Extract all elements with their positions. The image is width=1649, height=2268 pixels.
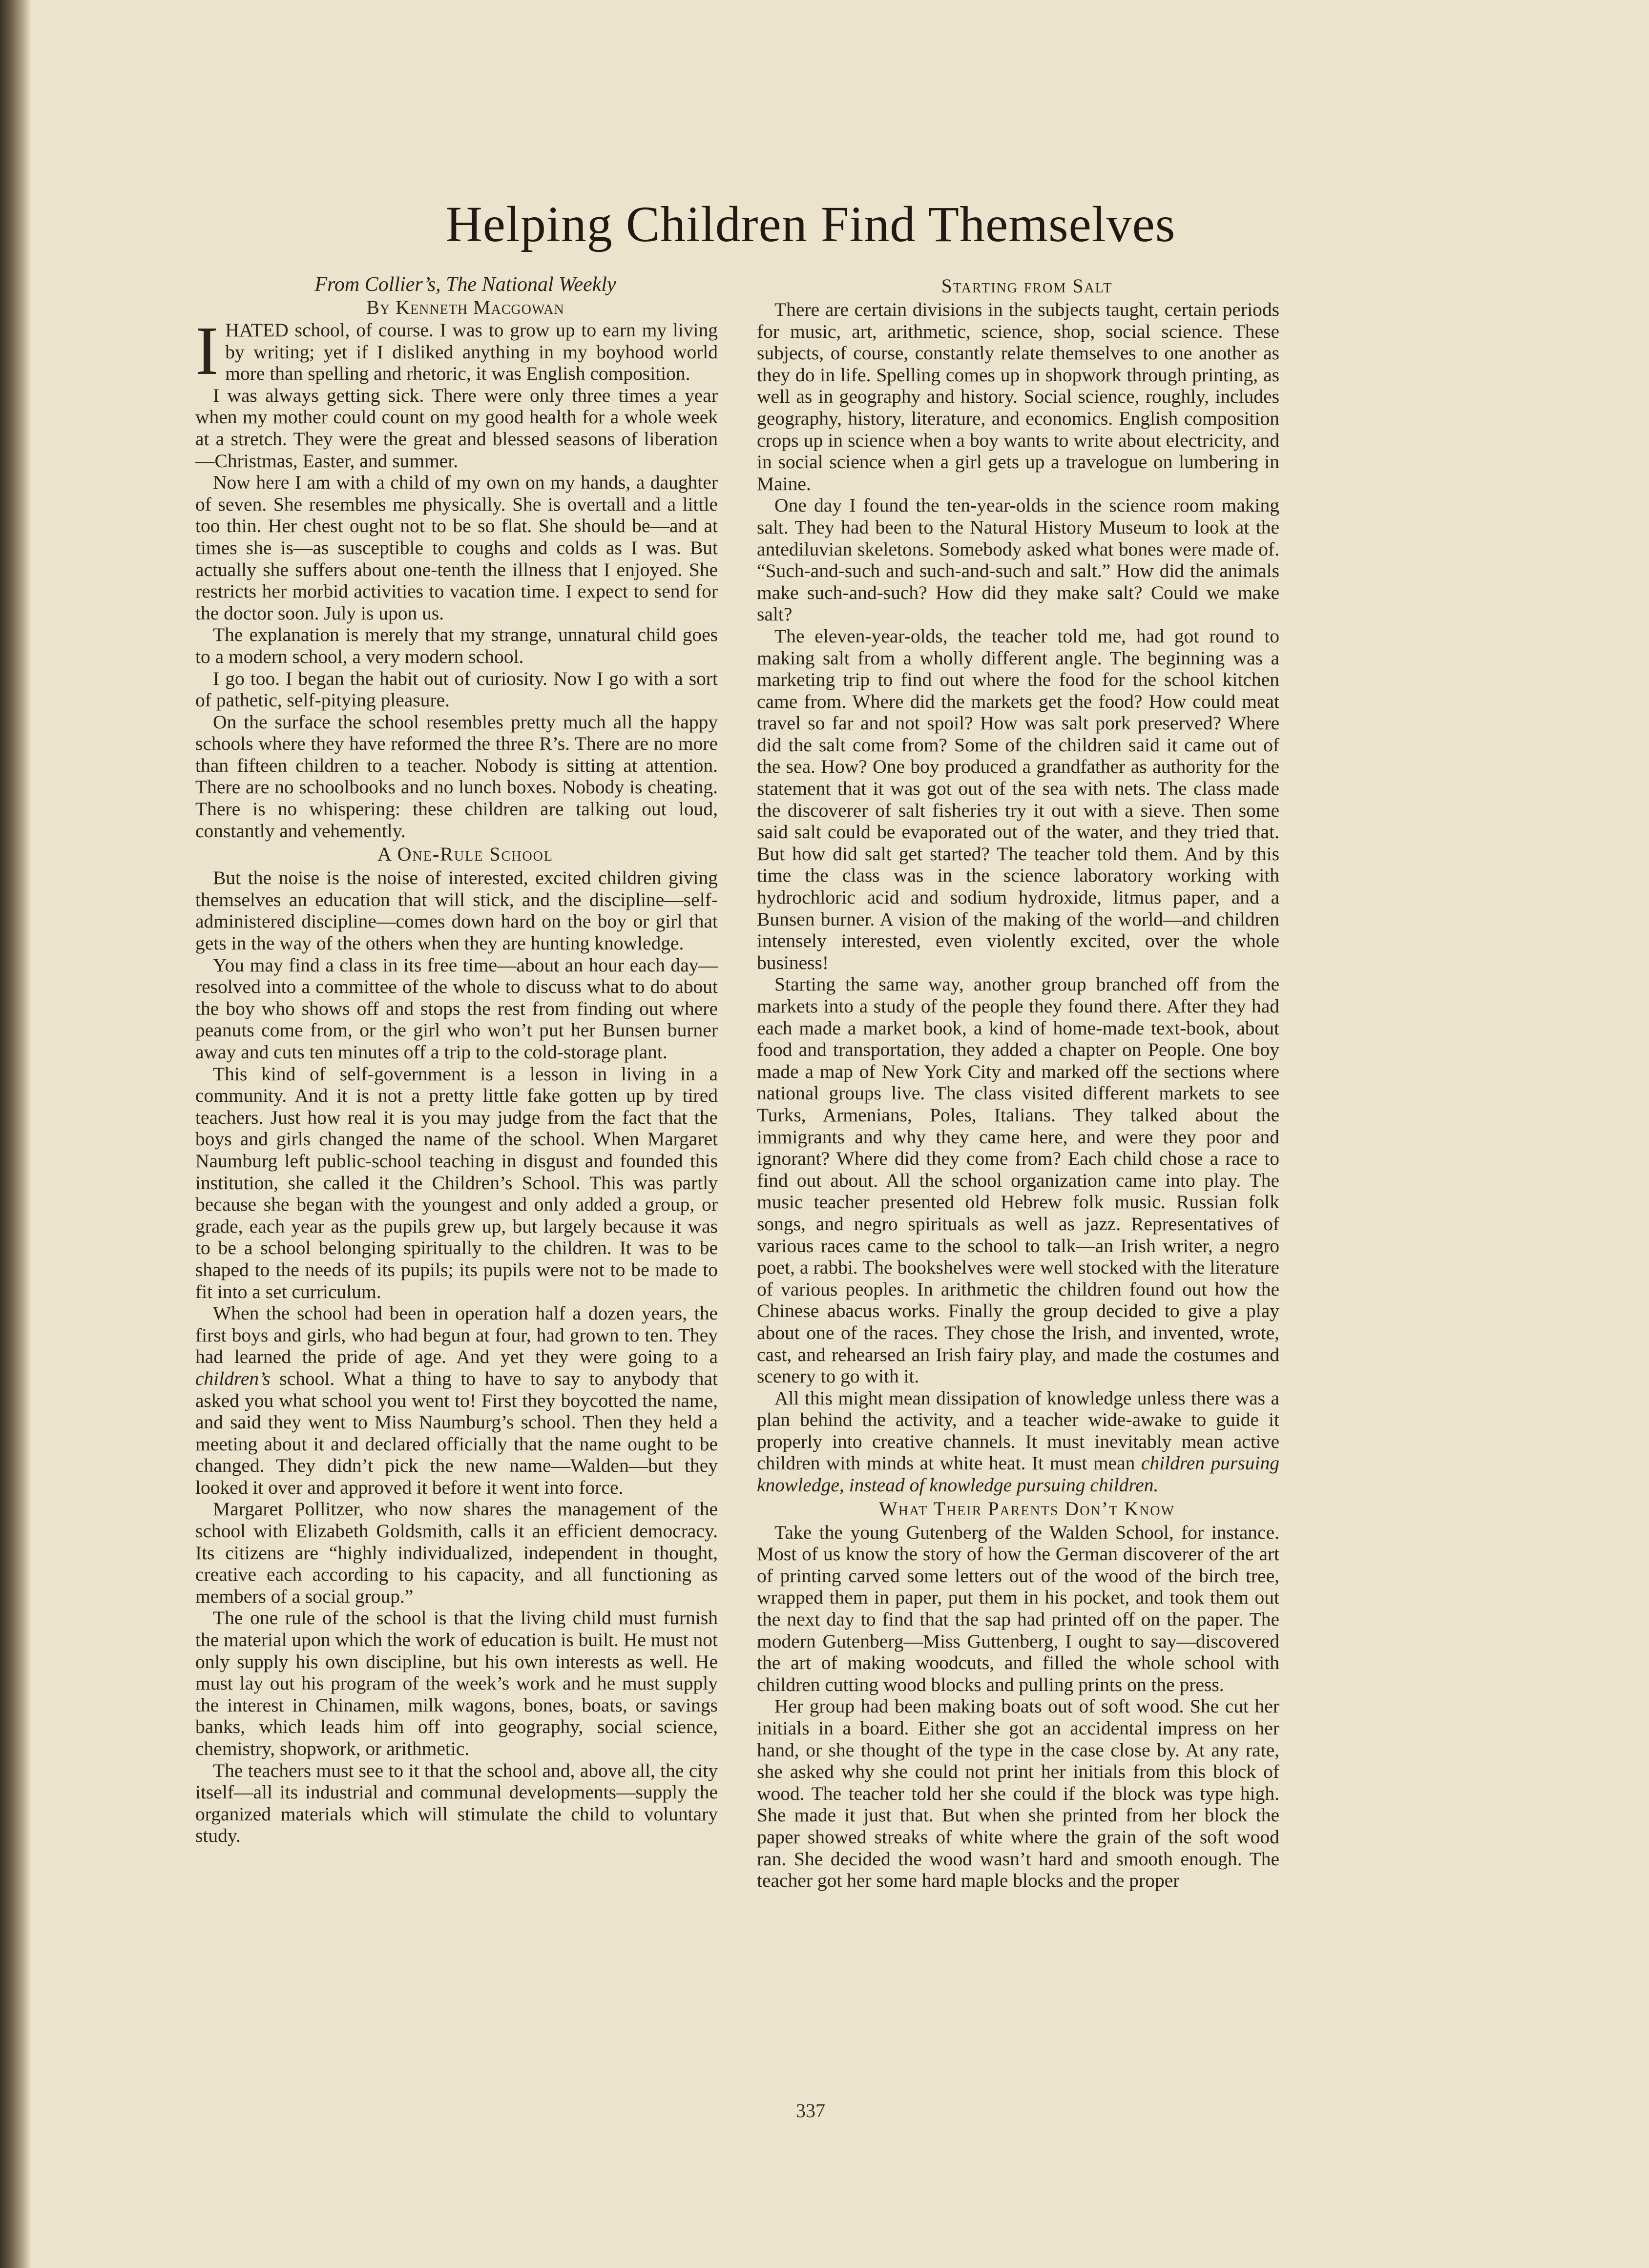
paragraph: Margaret Pollitzer, who now shares the management of the school with Elizabeth Goldsmith, calls it an efficient democracy. Its citizens are “highly individualized, independent in thought, creative each according to his capacity, and all functioning as members of a social group.”: [195, 1498, 718, 1607]
section-heading: A One-Rule School: [377, 843, 553, 866]
page-number: 337: [796, 2100, 825, 2122]
drop-cap: I: [195, 312, 219, 389]
paragraph: [195, 312, 718, 389]
paragraph: Now here I am with a child of my own on my hands, a daughter of seven. She resembles me physically. She is overtall and a little too thin. Her chest ought not to be so flat. She should be—and at times she is—as susceptible to coughs and colds as I was. But actually she suffers about one-tenth the illness that I enjoyed. She restricts her morbid activities to vacation time. I expect to send for the doctor soon. July is upon us.: [195, 472, 718, 624]
paragraph: The explanation is merely that my strange, unnatural child goes to a modern school, a very modern school.: [195, 624, 718, 667]
section-heading: What Their Parents Don’t Know: [879, 1497, 1175, 1520]
byline: By Kenneth Macgowan: [366, 296, 564, 318]
book-gutter-shadow: [0, 0, 31, 2268]
article-title: Helping Children Find Themselves: [445, 196, 1176, 252]
paragraph: The eleven-year-olds, the teacher told me, had got round to making salt from a wholly different angle. The beginning was a marketing trip to find out where the food for the school kitchen came from. Where did the markets get the food? How could meat travel so far and not spoil? How was salt pork preserved? Where did the salt come from? Some of the children said it came out of the sea. How? One boy produced a grandfather as authority for the statement that it was got out of the sea with nets. The class made the discoverer of salt fisheries try it out with a sieve. Then some said salt could be evaporated out of the water, and they tried that. But how did salt get started? The teacher told them. And by this time the class was in the science laboratory working with hydrochloric acid and sodium hydroxide, litmus paper, and a Bunsen burner. A vision of the making of the world—and children intensely interested, even violently excited, over the whole business!: [757, 625, 1279, 973]
right-column: [757, 273, 1279, 2187]
section-heading: Starting from Salt: [941, 275, 1113, 297]
paragraph: You may find a class in its free time—about an hour each day—resolved into a committee of the whole to discuss what to do about the boy who shows off and stops the rest from finding out where peanuts come from, or the girl who won’t put her Bunsen burner away and cuts ten minutes off a trip to the cold-storage plant.: [195, 954, 718, 1063]
paragraph-text: All this might mean dissipation of knowledge unless there was a plan behind the activity, and a teacher wide-awake to guide it properly into creative channels. It must inevitably mean active children with minds at white heat. It must mean: [757, 1387, 1279, 1474]
paragraph: The one rule of the school is that the living child must furnish the material upon which the work of education is built. He must not only supply his own discipline, but his own interests as well. He must lay out his program of the week’s work and he must supply the interest in Chinamen, milk wagons, bones, boats, or savings banks, which leads him off into geography, social science, chemistry, shopwork, or arithmetic.: [195, 1607, 718, 1759]
paragraph: [195, 1302, 718, 1498]
emphasis: children pursuing knowledge, instead of knowledge pursuing children.: [757, 1452, 1279, 1496]
paragraph: I was always getting sick. There were only three times a year when my mother could count on my good health for a whole week at a stretch. They were the great and blessed seasons of liberation—Christmas, Easter, and summer.: [195, 384, 718, 472]
paragraph-text: HATED school, of course. I was to grow up to earn my living by writing; yet if I disliked anything in my boyhood world more than spelling and rhetoric, it was English composition.: [225, 319, 718, 385]
paragraph: There are certain divisions in the subjects taught, certain periods for music, art, arithmetic, science, shop, social science. These subjects, of course, constantly relate themselves to one another as they do in life. Spelling comes up in shopwork through printing, as well as in geography and history. Social science, roughly, includes geography, history, literature, and economics. English composition crops up in science when a boy wants to write about electricity, and in social science when a girl gets up a travelogue on lumbering in Maine.: [757, 299, 1279, 495]
magazine-page: [195, 127, 1426, 2226]
paragraph: But the noise is the noise of interested, excited children giving themselves an education that will stick, and the discipline—self-administered discipline—comes down hard on the boy or girl that gets in the way of the others when they are hunting knowledge.: [195, 867, 718, 954]
paragraph: Her group had been making boats out of soft wood. She cut her initials in a board. Either she got an accidental impress on her hand, or she thought of the type in the case close by. At any rate, she asked why she could not print her initials from this block of wood. The teacher told her she could if the block was type high. She made it just that. But when she printed from her block the paper showed streaks of white where the grain of the soft wood ran. She decided the wood wasn’t hard and smooth enough. The teacher got her some hard maple blocks and the proper: [757, 1695, 1279, 1892]
paragraph: This kind of self-government is a lesson in living in a community. And it is not a pretty little fake gotten up by tired teachers. Just how real it is you may judge from the fact that the boys and girls changed the name of the school. When Margaret Naumburg left public-school teaching in disgust and founded this institution, she called it the Children’s School. This was partly because she began with the youngest and only added a group, or grade, each year as the pupils grew up, but largely because it was to be a school belonging spiritually to the children. It was to be shaped to the needs of its pupils; its pupils were not to be made to fit into a set curriculum.: [195, 1063, 718, 1302]
paragraph: One day I found the ten-year-olds in the science room making salt. They had been to the Natural History Museum to look at the antediluvian skeletons. Somebody asked what bones were made of. “Such-and-such and such-and-such and salt.” How did the animals make such-and-such? How did they make salt? Could we make salt?: [757, 495, 1279, 625]
paragraph: I go too. I began the habit out of curiosity. Now I go with a sort of pathetic, self-pitying pleasure.: [195, 667, 718, 711]
paragraph-text: When the school had been in operation half a dozen years, the first boys and girls, who had begun at four, had grown to ten. They had learned the pride of age. And yet they were going to a: [195, 1302, 718, 1368]
paragraph: On the surface the school resembles pretty much all the happy schools where they have reformed the three R’s. There are no more than fifteen children to a teacher. Nobody is sitting at attention. There are no schoolbooks and no lunch boxes. Nobody is cheating. There is no whispering: these children are talking out loud, constantly and vehemently.: [195, 711, 718, 842]
paragraph: The teachers must see to it that the school and, above all, the city itself—all its industrial and communal developments—supply the organized materials which will stimulate the child to voluntary study.: [195, 1759, 718, 1847]
left-column: [195, 273, 718, 2187]
paragraph: [757, 1387, 1279, 1496]
emphasis: children’s: [195, 1367, 271, 1389]
paragraph-text: school. What a thing to have to say to anybody that asked you what school you went to! First they boycotted the name, and said they went to Miss Naumburg’s school. Then they held a meeting about it and declared officially that the name ought to be changed. They didn’t pick the new name—Walden—but they looked it over and approved it before it went into force.: [195, 1367, 718, 1498]
paragraph: Starting the same way, another group branched off from the markets into a study of the people they found there. After they had each made a market book, a kind of home-made text-book, about food and transportation, they added a chapter on People. One boy made a map of New York City and marked off the sections where national groups live. The class visited different markets to see Turks, Armenians, Poles, Italians. They talked about the immigrants and why they came here, and were they poor and ignorant? Where did they come from? Each child chose a race to find out about. All the school organization came into play. The music teacher presented old Hebrew folk music. Russian folk songs, and negro spirituals as well as jazz. Representatives of various races came to the school to talk—an Irish writer, a negro poet, a rabbi. The bookshelves were well stocked with the literature of various peoples. In arithmetic the children found out how the Chinese abacus works. Finally the group decided to give a play about one of the races. They chose the Irish, and invented, wrote, cast, and rehearsed an Irish fairy play, and made the costumes and scenery to go with it.: [757, 973, 1279, 1387]
source-line: From Collier’s, The National Weekly: [314, 273, 616, 296]
paragraph: Take the young Gutenberg of the Walden School, for instance. Most of us know the story of how the German discoverer of the art of printing carved some letters out of the wood of the birch tree, wrapped them in paper, put them in his pocket, and took them out the next day to find that the sap had printed off on the paper. The modern Gutenberg—Miss Guttenberg, I ought to say—discovered the art of making woodcuts, and filled the whole school with children cutting wood blocks and pulling prints on the press.: [757, 1521, 1279, 1695]
